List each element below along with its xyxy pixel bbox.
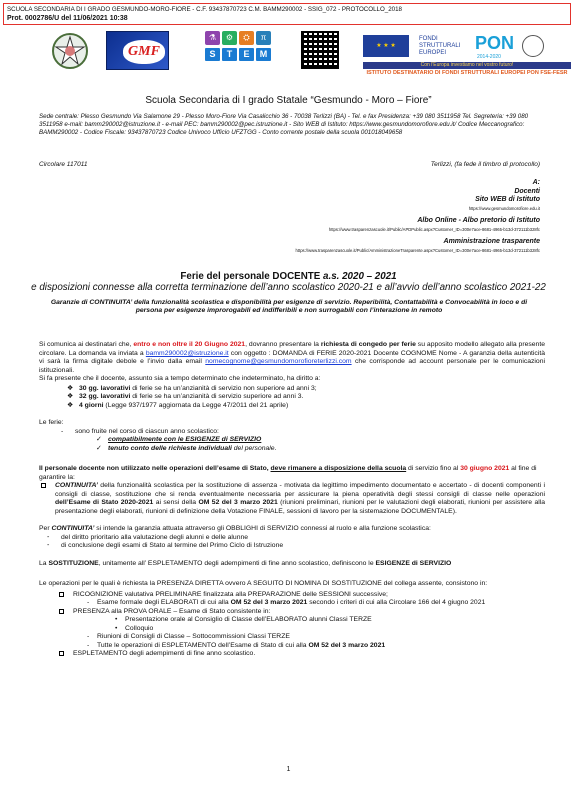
paragraph-operazioni: Le operazioni per le quali è richiesta la PRESENZA DIRETTA ovvero A SEGUITO DI NOMINA DI SOSTITUZIONE del collega assente, consistono in: — [39, 580, 488, 587]
school-contacts: Sede centrale: Plesso Gesmundo Via Salamone 29 - Plesso Moro-Fiore Via Casalicchio 36 - 70038 Terlizzi (BA) - Tel. e fax Presidenza: +39 080 3511958 Tel. Segreteria: +39 080 3511958 e-mail: bamm290002@istruzione.it - e-mail PEC: bamm290002@pec.istruzione.it - Sito WEB di Istituto: https://www.gesmundomorofiore.edu.it/ Codice Meccanografico: BAMM290002 - Codice Fiscale: 93437870723 Codice Univoco Ufficio UFZTGG - Conto corrente postale della scuola 001018049658 — [39, 113, 529, 136]
title-sub: e disposizioni connesse alla corretta terminazione dell’anno scolastico 2020-21 e all’avvio dell’anno scolastico 2021-22 — [31, 282, 546, 293]
list-item: ❖ 4 giorni (Legge 937/1977 aggiornata da Legge 47/2011 del 21 aprile) — [67, 401, 289, 409]
list-item: - del diritto prioritario alla valutazione degli alunni e delle alunne — [47, 533, 249, 541]
square-bullet-icon — [59, 609, 64, 614]
ferie-days-list — [67, 384, 545, 411]
sub-item: - Tutte le operazioni di ESPLETAMENTO dell’Esame di Stato di cui alla OM 52 del 3 marzo 2021 — [87, 641, 386, 649]
paragraph-disposizione: Il personale docente non utilizzato nelle operazioni dell’esame di Stato, deve rimanere a disposizione della scuola di servizio fino al 30 giugno 2021 al fine di garantire la: — [39, 465, 537, 481]
sub-item: - Esame formale degli ELABORATI di cui alla OM 52 del 3 marzo 2021 secondo i criteri di cui alla Circolare 166 del 4 giugno 2021 — [87, 599, 486, 606]
paragraph-diritto: Si fa presente che il docente, assunto sia a tempo determinato che indeterminato, ha diritto a: — [39, 375, 321, 382]
ferie-label: Le ferie: — [39, 419, 64, 426]
protocol-stamp — [3, 3, 571, 25]
list-item: ✓ tenuto conto delle richieste individuali del personale. — [96, 444, 277, 452]
check-icon: ✓ — [96, 444, 102, 452]
recipient-albo: Albo Online - Albo pretorio di Istituto — [417, 217, 540, 224]
recipients-block — [160, 175, 540, 255]
list-item: ESPLETAMENTO degli adempimenti di fine anno scolastico. — [73, 650, 545, 659]
sito-url[interactable]: https://www.gesmundomorofiore.edu.it — [468, 205, 540, 211]
place-date: Terlizzi, (fa fede il timbro di protocollo) — [430, 161, 540, 168]
deadline-date: entro e non oltre il 20 Giugno 2021 — [133, 341, 246, 348]
protocol-number: Prot. 0002786/U del 11/06/2021 10:38 — [7, 15, 128, 22]
italian-republic-emblem-icon — [50, 31, 90, 71]
diamond-bullet-icon: ❖ — [67, 393, 74, 400]
guarantee-heading: Garanzie di CONTINUITA’ della funzionalità scolastica e disponibilità per esigenze di servizio. Reperibilità, Contattabilità e Convocabilità in loco e di persona per esigenze improrogabili ed indifferibili e non surrogabili con l’interazione in remoto — [50, 299, 528, 314]
paragraph-continuita: Per CONTINUITA’ si intende la garanzia attuata attraverso gli OBBLIGHI di SERVIZIO connessi al ruolo e alla funzione scolastica: — [39, 525, 431, 532]
miur-emblem-icon — [522, 35, 544, 57]
sub-item: - Riunioni di Consigli di Classe – Sottocommissioni Classi TERZE — [87, 633, 290, 640]
list-item: CONTINUITA’ della funzionalità scolastica per la sostituzione di assenza - motivata da legittimo impedimento documentato e accertato - di docenti componenti i consigli di classe, sostituzione che si renda eventualmente necessaria per assicurare la piena operatività degli stessi consigli di classe nelle operazioni dell’Esame di Stato 2020-2021 ai sensi della OM 52 del 3 marzo 2021 (riunioni preliminari, riunioni per le valutazioni degli elaborati, riunioni per assistere alla presentazione degli elaborati, riunioni di definizione della Votazione FINALE, sessioni di lavoro per la sistemazione DOCUMENTALE). — [55, 482, 545, 516]
square-bullet-icon — [59, 651, 64, 656]
pon-years: 2014-2020 — [477, 53, 501, 60]
email-link[interactable]: bamm290002@istruzione.it — [145, 349, 229, 357]
gmf-logo-text: GMF — [123, 40, 165, 64]
list-item: RICOGNIZIONE valutativa PRELIMINARE finalizzata alla PREPARAZIONE delle SESSIONI successive; - Esame formale degli ELABORATI di cui alla OM 52 del 3 marzo 2021 secondo i criteri di cui alla Circolare 166 del 4 giugno 2021 — [73, 591, 545, 608]
document-body — [39, 341, 545, 659]
operazioni-list — [73, 591, 545, 659]
school-name: Scuola Secondaria di I grado Statale “Gesmundo - Moro – Fiore” — [145, 95, 432, 106]
stem-logo — [203, 31, 273, 71]
pon-destinatario: ISTITUTO DESTINATARIO DI FONDI STRUTTURALI EUROPEI PON FSE-FESR — [366, 70, 568, 76]
pon-slogan: Con l'Europa investiamo nel vostro futuro! — [363, 62, 571, 69]
pon-banner — [363, 31, 571, 77]
cog-icon: ⛭ — [239, 31, 254, 45]
page-number: 1 — [286, 766, 291, 773]
check-icon: ✓ — [96, 436, 102, 443]
pon-fondi-label: FONDI STRUTTURALI EUROPEI — [419, 35, 461, 56]
flask-icon: ⚗ — [205, 31, 220, 45]
list-item: PRESENZA alla PROVA ORALE – Esame di Stato consistente in: • Presentazione orale al Consiglio di Classe dell’ELABORATO alunni Classi TERZE • Colloquio - Riunioni di Consigli di Classe – Sottocommissioni Classi TERZE - Tutte le operazioni di ESPLETAMENTO dell’Esame di Stato di cui alla OM 52 del 3 marzo 2021 — [73, 608, 545, 651]
recipient-sito: Sito WEB di Istituto — [475, 196, 540, 203]
personal-email-link[interactable]: nomecognome@gesmundomorofioreterlizzi.com — [205, 358, 352, 365]
list-item: - di conclusione degli esami di Stato al termine del Primo Ciclo di Istruzione — [47, 542, 284, 549]
amm-url[interactable]: https://www.trasparenzascuole.it/Public/AmministrazioneTrasparente.aspx?Customer_ID=300e7ace-8681-4965-b13d-372111b328fc — [295, 247, 540, 253]
ferie-dash: - sono fruite nel corso di ciascun anno scolastico: — [61, 427, 219, 435]
stem-letter: T — [222, 48, 237, 61]
sub-item: • Colloquio — [115, 624, 154, 632]
albo-url[interactable]: https://www.trasparenzascuole.it/Public/APDPublic.aspx?Customer_ID=300e7ace-8681-4965-b13d-372111b328fc — [328, 226, 540, 232]
title-year: a.s. 2020 – 2021 — [323, 271, 397, 282]
paragraph-sostituzione: La SOSTITUZIONE, unitamente all’ ESPLETAMENTO degli adempimenti di fine anno scolastico, definiscono le ESIGENZE di SERVIZIO — [39, 559, 452, 567]
circolare-number: Circolare 117011 — [39, 161, 88, 168]
recipients-a: A: — [532, 179, 540, 186]
recipient-docenti: Docenti — [514, 187, 540, 195]
stem-letter: S — [205, 48, 220, 61]
end-date: 30 giugno 2021 — [460, 465, 510, 472]
gmf-logo — [106, 31, 169, 70]
diamond-bullet-icon: ❖ — [67, 384, 74, 392]
list-item: ✓ compatibilmente con le ESIGENZE di SERVIZIO — [96, 436, 262, 443]
protocol-line-1: SCUOLA SECONDARIA DI I GRADO GESMUNDO-MORO-FIORE - C.F. 93437870723 C.M. BAMM290002 - SSIG_072 - PROTOCOLLO_2018 — [7, 6, 402, 13]
document-title — [0, 271, 577, 293]
list-item: ❖ 30 gg. lavorativi di ferie se ha un’anzianità di servizio non superiore ad anni 3; — [67, 384, 317, 392]
ferie-conditions-list — [96, 436, 545, 453]
list-item: ❖ 32 gg. lavorativi di ferie se ha un’anzianità di servizio superiore ad anni 3. — [67, 393, 304, 400]
paragraph-request: Si comunica ai destinatari che, entro e non oltre il 20 Giugno 2021, dovranno presentare la richiesta di congedo per ferie su apposito modello allegato alla presente circolare. La domanda va inviata a bamm290002@istruzione.it con oggetto : DOMANDA di FERIE 2020-2021 Docente COGNOME Nome - A garanzia della autenticità vi sarà la firma digitale debole e l’invio dalla email nomecognome@gesmundomorofioreterlizzi.com che corrisponde ad account personale per le comunicazioni istituzionali. — [39, 341, 545, 374]
recipient-amministrazione: Amministrazione trasparente — [443, 238, 540, 245]
gear-icon: ⚙ — [222, 31, 237, 45]
qr-code-icon — [301, 31, 339, 69]
continuita-list — [55, 482, 545, 516]
title-main: Ferie del personale DOCENTE — [180, 271, 321, 282]
eu-flag-icon: ★ ★ ★ — [363, 35, 409, 57]
pi-icon: π — [256, 31, 271, 45]
square-bullet-icon — [59, 592, 64, 597]
pon-logo-text: PON — [475, 32, 515, 53]
sub-item: • Presentazione orale al Consiglio di Classe dell’ELABORATO alunni Classi TERZE — [115, 616, 372, 623]
obblighi-list — [47, 533, 545, 551]
stem-letter: M — [256, 48, 271, 61]
diamond-bullet-icon: ❖ — [67, 401, 74, 409]
square-bullet-icon — [41, 483, 46, 488]
stem-letter: E — [239, 48, 254, 61]
